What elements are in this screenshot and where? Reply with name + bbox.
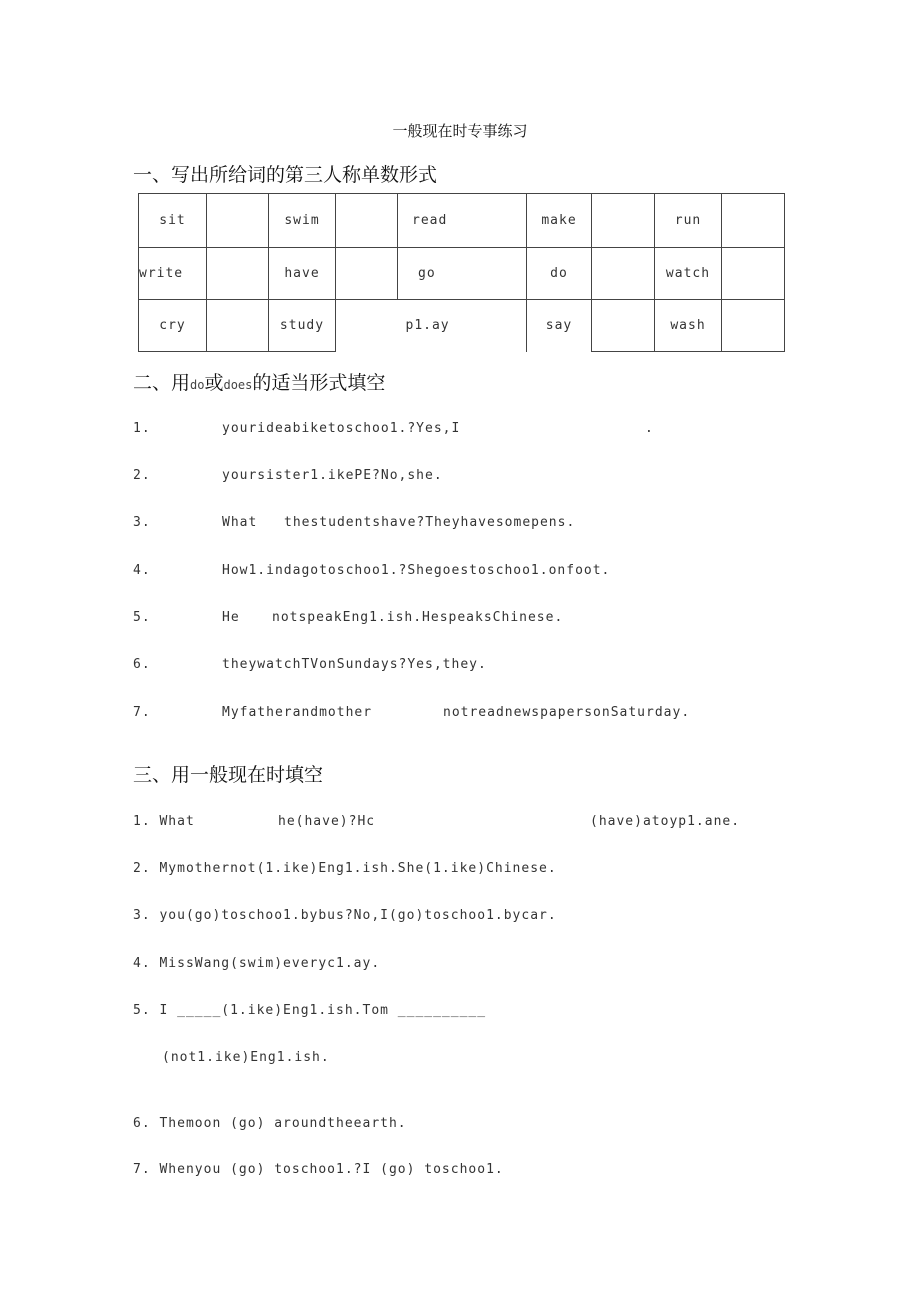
heading-does: does <box>223 378 253 392</box>
answer-cell[interactable] <box>592 300 655 352</box>
item-text: he(have)?Hc <box>278 814 376 829</box>
word-cell: read <box>398 194 527 248</box>
item-text: (have)atoyp1.ane. <box>590 814 741 829</box>
item-number: 3. <box>133 515 151 530</box>
word-cell: say <box>527 300 592 352</box>
list-item: 3. you(go)toschoo1.bybus?No,I(go)toschoo1.bycar. <box>133 908 557 923</box>
item-extra: notreadnewspapersonSaturday. <box>443 705 691 720</box>
word-cell: run <box>655 194 722 248</box>
word-cell: sit <box>139 194 207 248</box>
answer-cell[interactable] <box>722 194 785 248</box>
item-number: 4. <box>133 563 151 578</box>
word-table <box>138 193 785 352</box>
answer-cell[interactable] <box>722 248 785 300</box>
item-text: theywatchTVonSundays?Yes,they. <box>222 657 487 672</box>
item-extra: notspeakEng1.ish.HespeaksChinese. <box>272 610 564 625</box>
table-row <box>139 300 785 352</box>
answer-cell[interactable] <box>336 194 398 248</box>
item-number: 2. <box>133 468 151 483</box>
item-extra: thestudentshave?Theyhavesomepens. <box>284 515 576 530</box>
item-number: 7. <box>133 705 151 720</box>
item-text: yoursister1.ikePE?No,she. <box>222 468 443 483</box>
word-cell: have <box>269 248 336 300</box>
word-cell: study <box>269 300 336 352</box>
answer-cell[interactable] <box>207 248 269 300</box>
list-item: 2. Mymothernot(1.ike)Eng1.ish.She(1.ike)Chinese. <box>133 861 557 876</box>
word-cell: watch <box>655 248 722 300</box>
item-text: Myfatherandmother <box>222 705 373 720</box>
answer-cell[interactable] <box>336 248 398 300</box>
heading-do: do <box>190 378 205 392</box>
answer-cell[interactable] <box>592 194 655 248</box>
table-row <box>139 194 785 248</box>
heading-part: 的适当形式填空 <box>252 372 386 394</box>
answer-cell[interactable] <box>207 300 269 352</box>
section3-heading: 三、用一般现在时填空 <box>133 764 324 786</box>
item-text: He <box>222 610 240 625</box>
word-cell: do <box>527 248 592 300</box>
answer-cell[interactable] <box>592 248 655 300</box>
list-item: 4. MissWang(swim)everyc1.ay. <box>133 956 381 971</box>
heading-part: 或 <box>204 372 224 394</box>
item-number: 5. <box>133 610 151 625</box>
list-item: 6. Themoon (go) aroundtheearth. <box>133 1116 407 1131</box>
section1-heading: 一、写出所给词的第三人称单数形式 <box>133 164 438 186</box>
item-text: 1. What <box>133 814 195 829</box>
item-text: How1.indagotoschoo1.?Shegoestoschoo1.onfoot. <box>222 563 611 578</box>
word-cell: make <box>527 194 592 248</box>
item-number: 1. <box>133 421 151 436</box>
page-title: 一般现在时专事练习 <box>392 122 528 140</box>
item-text: What <box>222 515 258 530</box>
item-extra: . <box>645 421 654 436</box>
item-text: yourideabiketoschoo1.?Yes,I <box>222 421 461 436</box>
list-item: (not1.ike)Eng1.ish. <box>162 1050 330 1065</box>
word-cell: write <box>139 248 207 300</box>
heading-part: 二、用 <box>133 372 191 394</box>
word-cell: swim <box>269 194 336 248</box>
list-item: 5. I _____(1.ike)Eng1.ish.Tom __________ <box>133 1003 487 1018</box>
list-item: 7. Whenyou (go) toschoo1.?I (go) toschoo1. <box>133 1162 504 1177</box>
word-cell: cry <box>139 300 207 352</box>
answer-cell[interactable] <box>207 194 269 248</box>
section2-heading <box>133 368 385 395</box>
item-number: 6. <box>133 657 151 672</box>
answer-cell[interactable] <box>336 300 398 352</box>
word-cell: wash <box>655 300 722 352</box>
answer-cell[interactable] <box>722 300 785 352</box>
word-cell: p1.ay <box>398 300 527 352</box>
table-row <box>139 248 785 300</box>
word-cell: go <box>398 248 527 300</box>
